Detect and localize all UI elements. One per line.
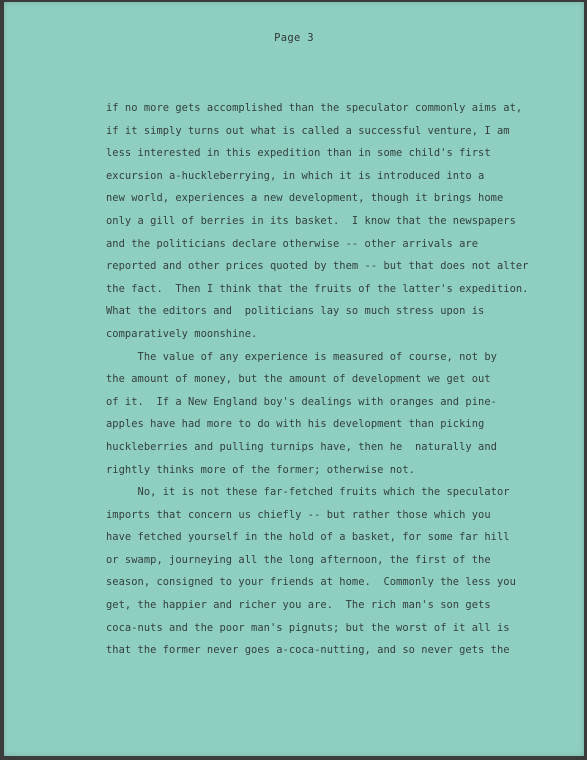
text-line: the fact. Then I think that the fruits of the latter's expedition. <box>106 282 529 295</box>
text-line: new world, experiences a new development, though it brings home <box>106 192 504 205</box>
text-line: or swamp, journeying all the long afternoon, the first of the <box>106 553 491 566</box>
text-line: comparatively moonshine. <box>106 327 258 340</box>
text-line: huckleberries and pulling turnips have, then he naturally and <box>106 440 497 453</box>
typed-page <box>4 2 584 756</box>
text-line: No, it is not these far-fetched fruits which the speculator <box>106 486 510 499</box>
text-line: the amount of money, but the amount of development we get out <box>106 373 491 386</box>
text-line: imports that concern us chiefly -- but rather those which you <box>106 508 491 521</box>
text-line: of it. If a New England boy's dealings with oranges and pine- <box>106 395 497 408</box>
text-line: get, the happier and richer you are. The rich man's son gets <box>106 599 491 612</box>
text-line: season, consigned to your friends at home. Commonly the less you <box>106 576 516 589</box>
text-line: What the editors and politicians lay so much stress upon is <box>106 305 485 318</box>
text-line: rightly thinks more of the former; otherwise not. <box>106 463 415 476</box>
text-line: have fetched yourself in the hold of a basket, for some far hill <box>106 531 510 544</box>
text-line: coca-nuts and the poor man's pignuts; but the worst of it all is <box>106 621 510 634</box>
text-line: The value of any experience is measured of course, not by <box>106 350 497 363</box>
text-line: and the politicians declare otherwise -- other arrivals are <box>106 237 479 250</box>
text-line: if it simply turns out what is called a successful venture, I am <box>106 124 510 137</box>
text-line: excursion a-huckleberrying, in which it is introduced into a <box>106 169 485 182</box>
page-number: Page 3 <box>274 32 314 44</box>
text-line: less interested in this expedition than in some child's first <box>106 147 491 160</box>
text-line: if no more gets accomplished than the speculator commonly aims at, <box>106 102 523 114</box>
text-line: reported and other prices quoted by them -- but that does not alter <box>106 260 529 273</box>
text-line: apples have had more to do with his development than picking <box>106 418 485 431</box>
body-text <box>106 97 566 662</box>
text-line: that the former never goes a-coca-nutting, and so never gets the <box>106 644 510 657</box>
text-line: only a gill of berries in its basket. I know that the newspapers <box>106 214 516 227</box>
